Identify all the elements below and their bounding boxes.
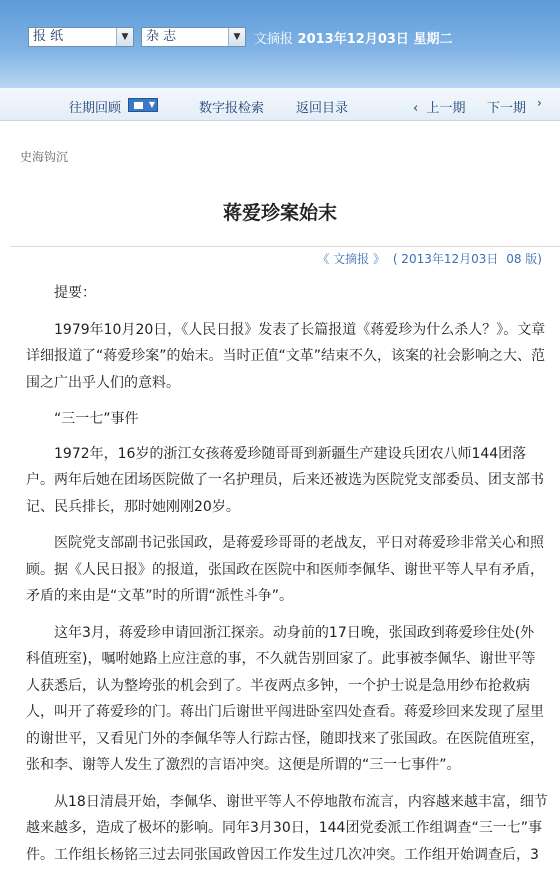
nav-archive-link[interactable]: 往期回顾 <box>69 101 122 116</box>
nav-back-to-index-link[interactable]: 返回目录 <box>296 101 349 116</box>
article-source <box>315 250 544 267</box>
article-paragraph: 从18日清晨开始，李佩华、谢世平等人不停地散布流言，内容越来越丰富，细节越来越多，造成了极坏的影响。同年3月30日，144团党委派工作组调查“三一七”事件。工作组长杨铭三过去同张国政曾因工作发生过几次冲突。工作组开始调查后，3 <box>26 793 548 863</box>
article-summary-label: 提要： <box>54 285 96 301</box>
article-paragraph: 这年3月，蒋爱珍申请回浙江探亲。动身前的17日晚，张国政到蒋爱珍住处(外科值班室)，嘱咐她路上应注意的事，不久就告别回家了。此事被李佩华、谢世平等人获悉后，认为整垮张的机会到了。半夜两点多钟，一个护士说是急用纱布抢救病人，叫开了蒋爱珍的门。蒋出门后谢世平闯进卧室四处查看。蒋爱珍回来发现了屋里的谢世平，又看见门外的李佩华等人行踪古怪，随即找来了张国政。在医院值班室，张和李、谢等人发生了激烈的言语冲突。这便是所谓的“三一七事件”。 <box>26 624 544 773</box>
source-publication-link[interactable]: 《 文摘报 》 <box>317 252 385 266</box>
article-title: 蒋爱珍案始末 <box>222 202 337 224</box>
chevron-right-icon[interactable]: › <box>537 96 542 110</box>
article-body <box>26 280 548 878</box>
divider <box>10 246 560 247</box>
article-paragraph: 1979年10月20日，《人民日报》发表了长篇报道《蒋爱珍为什么杀人？》。文章详细报道了“蒋爱珍案”的始末。当时正值“文革”结束不久，该案的社会影响之大、范围之广出乎人们的意料。 <box>26 321 546 391</box>
article-paragraph: 医院党支部副书记张国政，是蒋爱珍哥哥的老战友，平日对蒋爱珍非常关心和照顾。据《人民日报》的报道，张国政在医院中和医师李佩华、谢世平等人早有矛盾，矛盾的来由是“文革”时的所谓“派性斗争”。 <box>26 535 544 604</box>
chevron-down-icon: ▼ <box>148 100 155 109</box>
magazine-select-value: 杂 志 <box>146 29 177 44</box>
issue-weekday: 星期二 <box>413 32 453 47</box>
article-paragraph: 1972年，16岁的浙江女孩蒋爱珍随哥哥到新疆生产建设兵团农八师144团落户。两年后她在团场医院做了一名护理员，后来还被选为医院党支部委员、团支部书记、民兵排长，那时她刚刚20岁。 <box>26 445 544 515</box>
source-edition: 08 版) <box>506 252 542 266</box>
article-subheading: “三一七”事件 <box>54 411 139 427</box>
publication-name: 文摘报 <box>254 32 294 47</box>
nav-next-label: 下一期 <box>487 101 527 116</box>
header-banner <box>0 0 560 88</box>
chevron-down-icon[interactable]: ▼ <box>116 28 133 46</box>
chevron-down-icon[interactable]: ▼ <box>228 28 245 46</box>
issue-date: 2013年12月03日 <box>297 32 409 47</box>
column-name: 史海钩沉 <box>20 150 69 164</box>
nav-digital-search-link[interactable]: 数字报检索 <box>199 101 265 116</box>
newspaper-select-value: 报 纸 <box>33 29 64 44</box>
source-date: ( 2013年12月03日 <box>392 252 499 266</box>
nav-prev-label: 上一期 <box>426 101 466 116</box>
chevron-left-icon: ‹ <box>413 101 419 116</box>
nav-next-issue-link[interactable] <box>487 97 526 116</box>
issue-dateline <box>254 28 452 47</box>
nav-prev-issue-link[interactable] <box>413 97 465 116</box>
nav-bar <box>0 88 560 121</box>
newspaper-select[interactable] <box>28 27 134 47</box>
calendar-picker-button[interactable] <box>128 98 158 112</box>
calendar-icon <box>134 102 143 109</box>
magazine-select[interactable] <box>141 27 246 47</box>
